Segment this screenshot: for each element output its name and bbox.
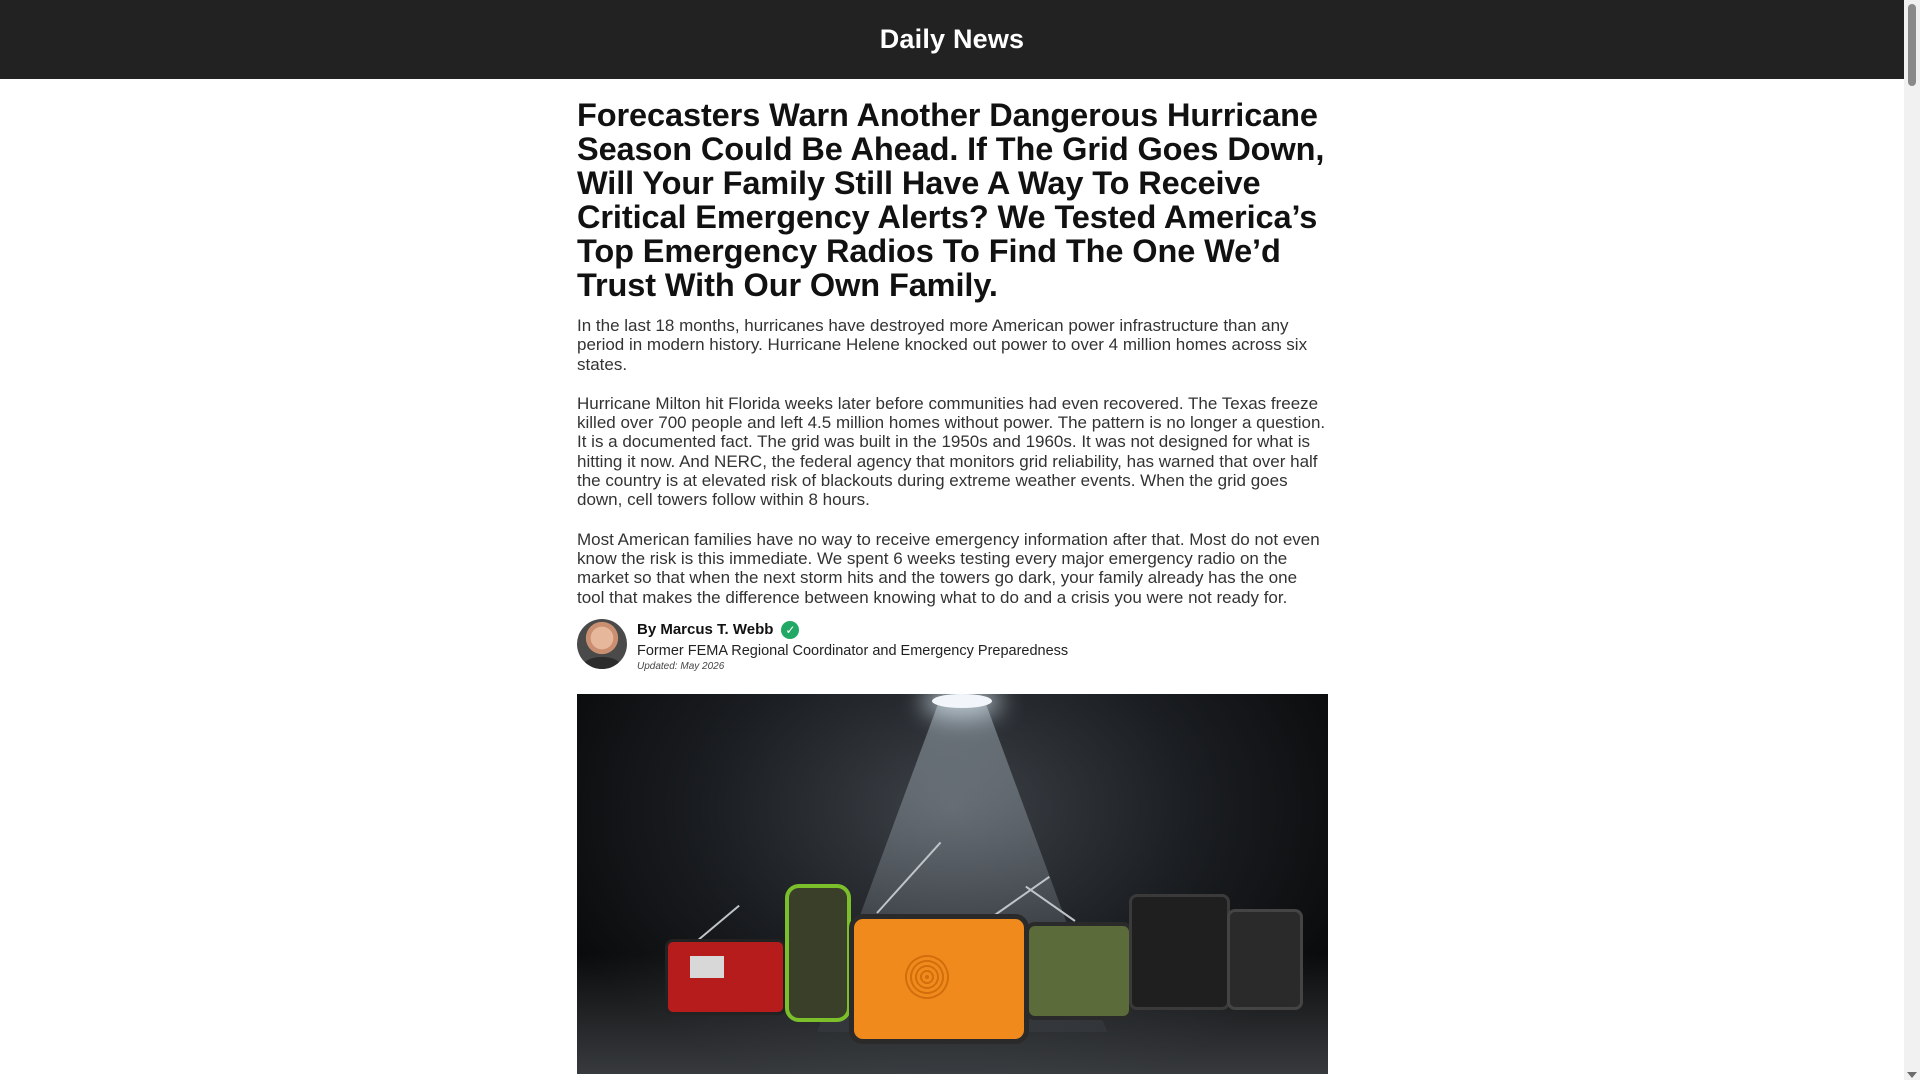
verified-check-icon: ✓ xyxy=(781,621,799,639)
author-row xyxy=(637,620,1068,640)
hero-image-emergency-radios xyxy=(577,694,1328,1074)
article xyxy=(577,98,1329,1074)
author-role: Former FEMA Regional Coordinator and Emergency Preparedness xyxy=(637,642,1069,659)
scroll-down-arrow-icon[interactable] xyxy=(1907,1072,1917,1078)
speaker-grille xyxy=(904,954,950,1000)
scrollbar-thumb[interactable] xyxy=(1908,4,1916,86)
page-scrollbar[interactable] xyxy=(1904,0,1920,1080)
site-logo[interactable]: Daily News xyxy=(879,24,1025,54)
updated-date: Updated: May 2026 xyxy=(637,660,725,672)
radio-lcd xyxy=(690,956,724,978)
radio-black-large xyxy=(1129,894,1230,1010)
author-byline xyxy=(577,619,1329,673)
radio-red xyxy=(665,939,786,1015)
spotlight-lamp xyxy=(932,694,992,708)
article-paragraph-3: Most American families have no way to receive emergency information after that. Most do not even know the risk is this immediate. We spent 6 weeks testing every major emergency radio on the market so that when the next storm hits and the towers go dark, your family already has the one tool that makes the difference between knowing what to do and a crisis you were not ready for. xyxy=(577,529,1320,607)
site-header xyxy=(0,0,1904,79)
article-headline: Forecasters Warn Another Dangerous Hurricane Season Could Be Ahead. If The Grid Goes Down, Will Your Family Still Have A Way To Receive Critical Emergency Alerts? We Tested America’s Top Emergency Radios To Find The One We’d Trust With Our Own Family. xyxy=(577,97,1325,303)
antenna xyxy=(696,905,739,942)
radio-olive xyxy=(1025,922,1133,1020)
radio-black-small xyxy=(1227,909,1303,1010)
byline-text xyxy=(637,619,1068,673)
author-avatar xyxy=(577,619,627,669)
avatar-shirt xyxy=(583,657,621,669)
author-name: By Marcus T. Webb xyxy=(637,621,774,639)
radio-orange-crank xyxy=(849,914,1029,1044)
radio-green-handheld xyxy=(785,884,851,1022)
article-paragraph-1: In the last 18 months, hurricanes have destroyed more American power infrastructure than any period in modern history. Hurricane Helene knocked out power to over 4 million homes across six states. xyxy=(577,316,1308,374)
article-paragraph-2: Hurricane Milton hit Florida weeks later before communities had even recovered. The Texas freeze killed over 700 people and left 4.5 million homes without power. The pattern is no longer a question. It is a documented fact. The grid was built in the 1950s and 1960s. It was not designed for what is hitting it now. And NERC, the federal agency that monitors grid reliability, has warned that over half the country is at elevated risk of blackouts during extreme weather events. When the grid goes down, cell towers follow within 8 hours. xyxy=(577,393,1326,510)
